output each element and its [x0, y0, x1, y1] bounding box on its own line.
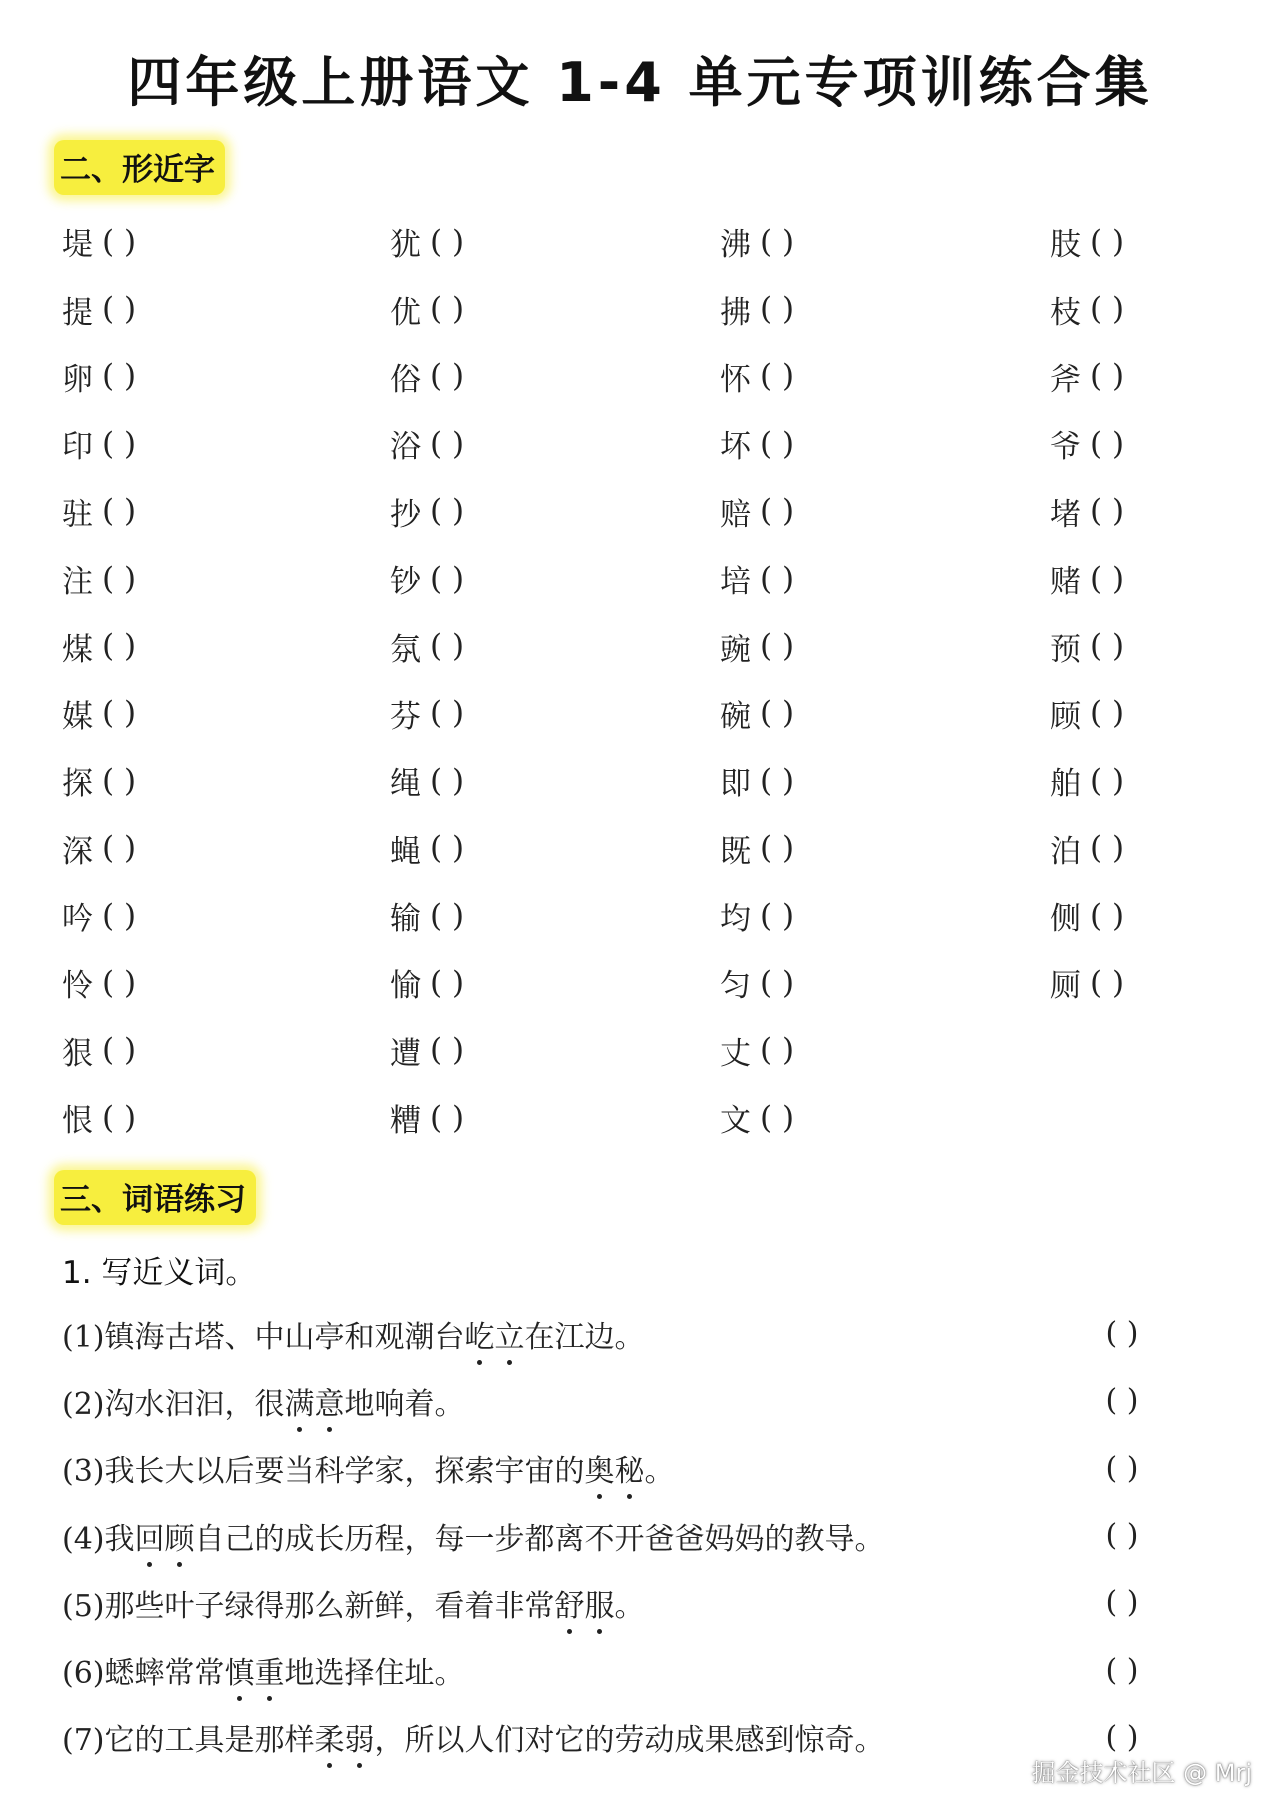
char-label: 探 — [62, 766, 93, 803]
char-item — [1050, 208, 1280, 275]
char-label: 厕 — [1050, 968, 1081, 1005]
answer-blank[interactable]: ( ) — [760, 830, 795, 867]
char-item — [1050, 815, 1280, 882]
answer-blank[interactable]: ( ) — [760, 964, 795, 1001]
question-pre: 我 — [104, 1521, 135, 1557]
char-item — [720, 747, 980, 814]
answer-blank[interactable]: ( ) — [102, 628, 137, 665]
char-item — [62, 343, 322, 410]
char-item — [720, 1017, 980, 1084]
answer-blank[interactable]: ( ) — [430, 1099, 465, 1136]
key-word — [585, 1454, 645, 1489]
char-label: 既 — [720, 833, 751, 870]
char-item — [62, 478, 322, 545]
answer-blank[interactable]: ( ) — [760, 358, 795, 395]
char-label: 丈 — [720, 1035, 751, 1072]
char-label: 糟 — [390, 1103, 421, 1140]
answer-blank[interactable]: ( ) — [102, 223, 137, 260]
char-item — [390, 275, 650, 342]
char-label: 斧 — [1050, 361, 1081, 398]
key-word — [225, 1656, 285, 1691]
char-item — [62, 410, 322, 477]
answer-blank[interactable]: ( ) — [102, 695, 137, 732]
char-label: 培 — [720, 564, 751, 601]
char-label: 优 — [390, 294, 421, 331]
char-label: 愉 — [390, 968, 421, 1005]
char-item — [62, 208, 322, 275]
emphasis-dot-char: 满 — [285, 1379, 315, 1423]
char-column-3 — [720, 208, 980, 1151]
char-label: 赌 — [1050, 564, 1081, 601]
char-label: 枝 — [1050, 294, 1081, 331]
answer-blank[interactable]: ( ) — [430, 223, 465, 260]
char-column-1 — [62, 208, 322, 1151]
answer-blank[interactable]: ( ) — [430, 628, 465, 665]
answer-blank[interactable]: ( ) — [1105, 1585, 1139, 1621]
char-label: 碗 — [720, 698, 751, 735]
answer-blank[interactable]: ( ) — [1090, 291, 1125, 328]
char-label: 印 — [62, 429, 93, 466]
question-row — [62, 1704, 1172, 1771]
answer-blank[interactable]: ( ) — [102, 830, 137, 867]
char-label: 泊 — [1050, 833, 1081, 870]
char-label: 注 — [62, 564, 93, 601]
emphasis-dot-char: 秘 — [615, 1446, 645, 1490]
exercise-title-synonyms: 1. 写近义词。 — [62, 1255, 257, 1291]
char-label: 怜 — [62, 968, 93, 1005]
char-item — [62, 882, 322, 949]
question-post: 。 — [614, 1588, 645, 1624]
char-item — [62, 1084, 322, 1151]
answer-blank[interactable]: ( ) — [102, 964, 137, 1001]
answer-blank[interactable]: ( ) — [760, 223, 795, 260]
answer-blank[interactable]: ( ) — [760, 291, 795, 328]
char-label: 吟 — [62, 901, 93, 938]
emphasis-dot-char: 服 — [585, 1581, 615, 1625]
emphasis-dot-char: 意 — [315, 1379, 345, 1423]
question-post: ，所以人们对它的劳动成果感到惊奇。 — [374, 1723, 885, 1759]
answer-blank[interactable]: ( ) — [1090, 223, 1125, 260]
char-item — [720, 612, 980, 679]
char-label: 即 — [720, 766, 751, 803]
page-title: 四年级上册语文 1-4 单元专项训练合集 — [127, 51, 1153, 114]
char-label: 卵 — [62, 361, 93, 398]
char-item — [720, 478, 980, 545]
char-label: 驻 — [62, 496, 93, 533]
char-label: 怀 — [720, 361, 751, 398]
answer-blank[interactable]: ( ) — [1090, 560, 1125, 597]
char-label: 媒 — [62, 698, 93, 735]
answer-blank[interactable]: ( ) — [1090, 493, 1125, 530]
char-label: 犹 — [390, 227, 421, 264]
answer-blank[interactable]: ( ) — [102, 897, 137, 934]
answer-blank[interactable]: ( ) — [430, 493, 465, 530]
question-text — [62, 1379, 465, 1423]
answer-blank[interactable]: ( ) — [1090, 964, 1125, 1001]
question-list — [62, 1300, 1172, 1771]
question-num: (5) — [62, 1588, 105, 1624]
char-label: 恨 — [62, 1103, 93, 1140]
answer-blank[interactable]: ( ) — [430, 695, 465, 732]
answer-blank[interactable]: ( ) — [1105, 1383, 1139, 1419]
char-label: 舶 — [1050, 766, 1081, 803]
question-post: 自己的成长历程，每一步都离不开爸爸妈妈的教导。 — [194, 1521, 885, 1557]
answer-blank[interactable]: ( ) — [102, 425, 137, 462]
char-label: 文 — [720, 1103, 751, 1140]
char-item — [62, 1017, 322, 1084]
question-post: 在江边。 — [524, 1319, 645, 1355]
question-num: (4) — [62, 1521, 105, 1557]
char-item — [1050, 747, 1280, 814]
question-post: 地响着。 — [344, 1386, 465, 1422]
char-label: 俗 — [390, 361, 421, 398]
char-label: 提 — [62, 294, 93, 331]
question-post: 地选择住址。 — [284, 1656, 465, 1692]
char-item — [1050, 949, 1280, 1016]
char-item — [720, 949, 980, 1016]
question-pre: 蟋蟀常常 — [104, 1656, 225, 1692]
char-item — [1050, 612, 1280, 679]
answer-blank[interactable]: ( ) — [430, 897, 465, 934]
char-item — [62, 815, 322, 882]
key-word — [555, 1589, 615, 1624]
question-post: 。 — [644, 1454, 675, 1490]
char-item — [62, 275, 322, 342]
char-item — [1050, 680, 1280, 747]
key-word — [465, 1320, 525, 1355]
answer-blank[interactable]: ( ) — [760, 560, 795, 597]
answer-blank[interactable]: ( ) — [102, 358, 137, 395]
emphasis-dot-char: 屹 — [465, 1312, 495, 1356]
char-item — [720, 410, 980, 477]
answer-blank[interactable]: ( ) — [430, 964, 465, 1001]
answer-blank[interactable]: ( ) — [102, 560, 137, 597]
char-label: 煤 — [62, 631, 93, 668]
char-label: 沸 — [720, 227, 751, 264]
char-label: 钞 — [390, 564, 421, 601]
answer-blank[interactable]: ( ) — [430, 1032, 465, 1069]
answer-blank[interactable]: ( ) — [760, 1032, 795, 1069]
answer-blank[interactable]: ( ) — [1090, 628, 1125, 665]
answer-blank[interactable]: ( ) — [1105, 1450, 1139, 1486]
answer-blank[interactable]: ( ) — [430, 358, 465, 395]
char-item — [1050, 410, 1280, 477]
answer-blank[interactable]: ( ) — [1090, 830, 1125, 867]
key-word — [285, 1387, 345, 1422]
char-item — [390, 1084, 650, 1151]
char-label: 深 — [62, 833, 93, 870]
emphasis-dot-char: 舒 — [555, 1581, 585, 1625]
char-item — [390, 410, 650, 477]
char-label: 顾 — [1050, 698, 1081, 735]
char-label: 狠 — [62, 1035, 93, 1072]
emphasis-dot-char: 慎 — [225, 1648, 255, 1692]
section-heading-similar-chars: 二、形近字 — [54, 140, 225, 195]
char-label: 输 — [390, 901, 421, 938]
char-item — [390, 949, 650, 1016]
char-item — [62, 949, 322, 1016]
question-row — [62, 1367, 1172, 1434]
answer-blank[interactable]: ( ) — [430, 560, 465, 597]
emphasis-dot-char: 弱 — [345, 1715, 375, 1759]
question-row — [62, 1435, 1172, 1502]
char-item — [390, 747, 650, 814]
char-label: 蝇 — [390, 833, 421, 870]
char-label: 拂 — [720, 294, 751, 331]
question-text — [62, 1648, 465, 1692]
char-item — [62, 545, 322, 612]
char-item — [390, 815, 650, 882]
answer-blank[interactable]: ( ) — [430, 291, 465, 328]
char-label: 赔 — [720, 496, 751, 533]
char-item — [1050, 275, 1280, 342]
char-item — [390, 882, 650, 949]
answer-blank[interactable]: ( ) — [102, 762, 137, 799]
section-heading-word-practice: 三、词语练习 — [54, 1170, 256, 1225]
char-item — [1050, 545, 1280, 612]
emphasis-dot-char: 重 — [255, 1648, 285, 1692]
emphasis-dot-char: 回 — [135, 1514, 165, 1558]
char-item — [390, 1017, 650, 1084]
char-item — [62, 747, 322, 814]
answer-blank[interactable]: ( ) — [1090, 425, 1125, 462]
answer-blank[interactable]: ( ) — [760, 695, 795, 732]
char-item — [390, 680, 650, 747]
char-label: 爷 — [1050, 429, 1081, 466]
char-item — [1050, 882, 1280, 949]
answer-blank[interactable]: ( ) — [760, 493, 795, 530]
emphasis-dot-char: 立 — [495, 1312, 525, 1356]
question-pre: 我长大以后要当科学家，探索宇宙的 — [104, 1454, 585, 1490]
char-item — [390, 545, 650, 612]
answer-blank[interactable]: ( ) — [760, 1099, 795, 1136]
char-label: 绳 — [390, 766, 421, 803]
answer-blank[interactable]: ( ) — [102, 291, 137, 328]
key-word — [315, 1723, 375, 1758]
question-text — [62, 1514, 885, 1558]
char-item — [720, 882, 980, 949]
question-num: (3) — [62, 1454, 105, 1490]
char-label: 肢 — [1050, 227, 1081, 264]
char-item — [720, 815, 980, 882]
answer-blank[interactable]: ( ) — [1090, 897, 1125, 934]
answer-blank[interactable]: ( ) — [760, 897, 795, 934]
answer-blank[interactable]: ( ) — [1105, 1652, 1139, 1688]
char-label: 浴 — [390, 429, 421, 466]
char-item — [720, 545, 980, 612]
answer-blank[interactable]: ( ) — [102, 493, 137, 530]
answer-blank[interactable]: ( ) — [430, 425, 465, 462]
answer-blank[interactable]: ( ) — [102, 1032, 137, 1069]
char-label: 遭 — [390, 1035, 421, 1072]
answer-blank[interactable]: ( ) — [1090, 762, 1125, 799]
emphasis-dot-char: 奥 — [585, 1446, 615, 1490]
question-row — [62, 1569, 1172, 1636]
char-label: 预 — [1050, 631, 1081, 668]
char-item — [720, 275, 980, 342]
char-label: 堤 — [62, 227, 93, 264]
char-item — [390, 612, 650, 679]
char-item — [62, 680, 322, 747]
answer-blank[interactable]: ( ) — [430, 762, 465, 799]
question-row — [62, 1636, 1172, 1703]
char-label: 氛 — [390, 631, 421, 668]
question-text — [62, 1581, 645, 1625]
char-label: 侧 — [1050, 901, 1081, 938]
char-item — [720, 1084, 980, 1151]
char-column-4 — [1050, 208, 1280, 1017]
char-item — [720, 208, 980, 275]
char-item — [720, 343, 980, 410]
answer-blank[interactable]: ( ) — [430, 830, 465, 867]
char-label: 豌 — [720, 631, 751, 668]
question-pre: 它的工具是那样 — [104, 1723, 315, 1759]
char-label: 匀 — [720, 968, 751, 1005]
answer-blank[interactable]: ( ) — [1090, 358, 1125, 395]
question-text — [62, 1446, 675, 1490]
char-item — [1050, 478, 1280, 545]
question-text — [62, 1715, 885, 1759]
char-item — [1050, 343, 1280, 410]
key-word — [135, 1522, 195, 1557]
char-label: 芬 — [390, 698, 421, 735]
question-pre: 那些叶子绿得那么新鲜，看着非常 — [104, 1588, 555, 1624]
watermark: 掘金技术社区 @ Mrj — [1031, 1759, 1252, 1787]
char-label: 堵 — [1050, 496, 1081, 533]
char-item — [390, 478, 650, 545]
answer-blank[interactable]: ( ) — [1105, 1719, 1139, 1755]
question-num: (1) — [62, 1319, 105, 1355]
char-item — [390, 208, 650, 275]
question-row — [62, 1502, 1172, 1569]
char-label: 坏 — [720, 429, 751, 466]
question-num: (6) — [62, 1656, 105, 1692]
question-num: (7) — [62, 1723, 105, 1759]
answer-blank[interactable]: ( ) — [1090, 695, 1125, 732]
question-pre: 沟水汩汩，很 — [104, 1386, 285, 1422]
question-text — [62, 1312, 645, 1356]
answer-blank[interactable]: ( ) — [102, 1099, 137, 1136]
emphasis-dot-char: 顾 — [165, 1514, 195, 1558]
char-item — [720, 680, 980, 747]
answer-blank[interactable]: ( ) — [1105, 1518, 1139, 1554]
answer-blank[interactable]: ( ) — [760, 762, 795, 799]
answer-blank[interactable]: ( ) — [760, 628, 795, 665]
question-pre: 镇海古塔、中山亭和观潮台 — [104, 1319, 465, 1355]
char-label: 均 — [720, 901, 751, 938]
char-item — [62, 612, 322, 679]
emphasis-dot-char: 柔 — [315, 1715, 345, 1759]
question-row — [62, 1300, 1172, 1367]
question-num: (2) — [62, 1386, 105, 1422]
answer-blank[interactable]: ( ) — [1105, 1316, 1139, 1352]
char-column-2 — [390, 208, 650, 1151]
char-item — [390, 343, 650, 410]
char-label: 抄 — [390, 496, 421, 533]
answer-blank[interactable]: ( ) — [760, 425, 795, 462]
